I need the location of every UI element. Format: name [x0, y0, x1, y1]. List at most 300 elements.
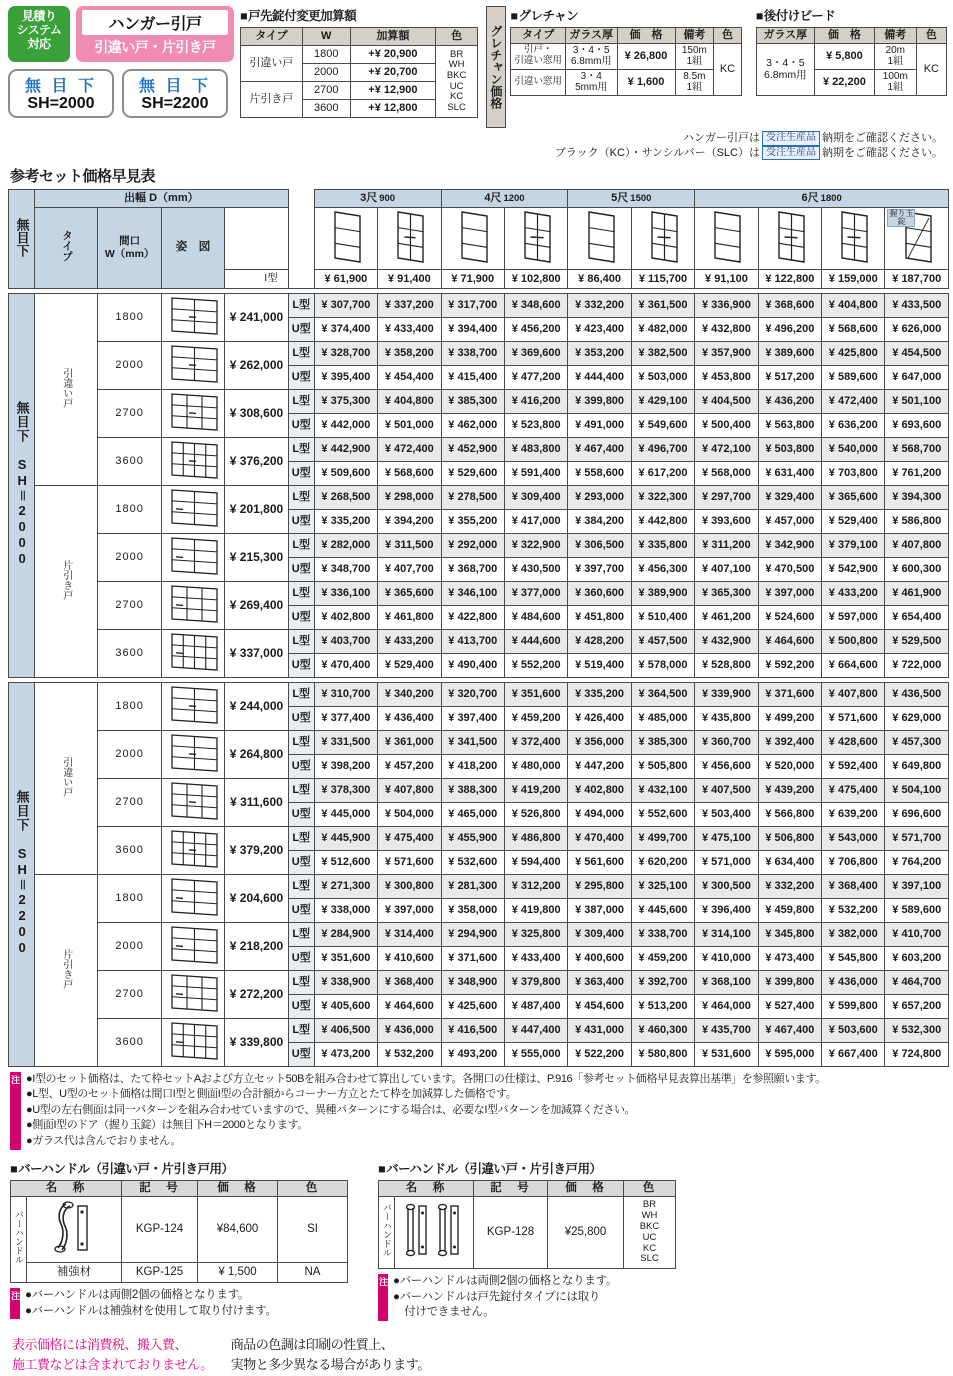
cell-price: ¥ 505,800	[631, 754, 694, 778]
cell-price: ¥ 368,700	[441, 557, 504, 581]
cell-price: ¥ 552,200	[504, 653, 567, 677]
cell-iprice: ¥ 376,200	[225, 437, 288, 485]
cell-price: ¥ 325,100	[631, 874, 694, 898]
color-kc: KC	[642, 1242, 657, 1254]
cell-price: ¥ 484,600	[504, 605, 567, 629]
cell-lu-label: L型	[288, 581, 314, 605]
cell-color: KC	[714, 43, 741, 95]
note-item: ●バーハンドルは両側2個の価格となります。	[25, 1289, 250, 1302]
cell-price: ¥ 444,400	[568, 365, 631, 389]
cell-price: ¥ 419,800	[504, 898, 567, 922]
cell-price: ¥ 445,600	[631, 898, 694, 922]
cell-price: ¥ 392,700	[631, 970, 694, 994]
table-header-row	[11, 1180, 348, 1197]
cell-code: KGP-128	[474, 1197, 548, 1269]
header-top-price-8: ¥ 159,000	[822, 269, 885, 288]
cell-price: ¥ 631,400	[758, 461, 821, 485]
cell-price: ¥ 597,000	[822, 605, 885, 629]
cell-price: ¥ 358,000	[441, 898, 504, 922]
color-bkc: BKC	[446, 69, 467, 81]
cell-price: ¥ 309,400	[504, 485, 567, 509]
th-price: 価 格	[548, 1180, 624, 1197]
cell-figure	[161, 826, 224, 874]
cell-lu-label: U型	[288, 898, 314, 922]
cell-price: ¥ 358,200	[378, 341, 441, 365]
footer-left-line1: 表示価格には消費税、搬入費、	[12, 1336, 188, 1352]
cell-lu-label: U型	[288, 413, 314, 437]
cell-price: ¥ 764,200	[885, 850, 949, 874]
cell-price: ¥ 410,600	[378, 946, 441, 970]
cell-price: ¥ 447,400	[504, 1018, 567, 1042]
cell-price: ¥ 336,900	[695, 293, 758, 317]
cell-price: ¥ 522,200	[568, 1042, 631, 1066]
cell-price: ¥ 394,300	[885, 485, 949, 509]
cell-price: ¥ 532,600	[441, 850, 504, 874]
cell-price: ¥ 467,400	[568, 437, 631, 461]
th-type: タイプ	[511, 28, 566, 44]
cell-maguchi: 1800	[98, 485, 161, 533]
cell-price: ¥ 594,400	[504, 850, 567, 874]
header-top-price-4: ¥ 86,400	[568, 269, 631, 288]
color-kc: KC	[449, 91, 464, 103]
cell-price: ¥ 442,000	[314, 413, 377, 437]
cell-lu-label: L型	[288, 629, 314, 653]
hanger-door-badge	[76, 6, 234, 62]
cell-price: ¥ 433,400	[378, 317, 441, 341]
cell-price: ¥ 292,000	[441, 533, 504, 557]
table-row	[9, 581, 949, 605]
cell-price: ¥ 415,400	[441, 365, 504, 389]
cell-price: ¥ 571,000	[695, 850, 758, 874]
cell-color: SI	[278, 1197, 348, 1263]
cell-type-hikichigai: 引違い戸	[241, 46, 303, 82]
tosaki-table-title: ■ 戸先錠付変更加算額	[240, 6, 478, 24]
cell-iprice: ¥ 262,000	[225, 341, 288, 389]
cell-price: ¥ 494,000	[568, 802, 631, 826]
handle-right-table	[378, 1180, 676, 1270]
cell-price: ¥ 348,600	[504, 293, 567, 317]
table-row	[11, 1197, 348, 1263]
cell-price: ¥ 399,800	[568, 389, 631, 413]
cell-lu-label: L型	[288, 682, 314, 706]
cell-maguchi: 1800	[98, 874, 161, 922]
door-figure-icon	[167, 924, 219, 966]
cell-price: ¥ 543,000	[822, 826, 885, 850]
cell-price: ¥ 340,200	[378, 682, 441, 706]
cell-price: ¥ 417,000	[504, 509, 567, 533]
handle-right-notes	[378, 1274, 698, 1321]
grechan-table	[510, 27, 741, 96]
door-pattern-icon	[709, 208, 743, 266]
cell-thickness: 3・4・5 6.8mm用	[565, 43, 617, 69]
cell-price: ¥ 337,200	[378, 293, 441, 317]
cell-iprice: ¥ 311,600	[225, 778, 288, 826]
header-maguchi: 間口 W（mm）	[98, 207, 161, 288]
door-figure-icon	[167, 583, 219, 625]
cell-price: ¥ 654,400	[885, 605, 949, 629]
cell-price: ¥ 496,200	[758, 317, 821, 341]
made-to-order-badge: 受注生産品	[762, 131, 820, 146]
cell-price: ¥ 410,700	[885, 922, 949, 946]
footer-right-line1: 商品の色調は印刷の性質上、	[230, 1336, 394, 1352]
cell-price: ¥ 493,200	[441, 1042, 504, 1066]
cell-price: ¥ 453,800	[695, 365, 758, 389]
cell-price: ¥ 335,800	[631, 533, 694, 557]
cell-lu-label: U型	[288, 1042, 314, 1066]
grechan-block	[486, 6, 741, 128]
cell-price: ¥ 404,500	[695, 389, 758, 413]
notice-line-2	[6, 146, 943, 161]
cell-figure	[161, 533, 224, 581]
cell-price: ¥ 603,200	[885, 946, 949, 970]
header-group-0: 3尺 900	[314, 189, 441, 207]
cell-lu-label: L型	[288, 1018, 314, 1042]
cell-price: ¥ 529,600	[441, 461, 504, 485]
cell-price: ¥ 353,200	[568, 341, 631, 365]
table-row	[511, 69, 741, 95]
cell-price: ¥ 532,200	[822, 898, 885, 922]
cell-price: ¥ 475,400	[822, 778, 885, 802]
cell-w: 2700	[302, 82, 350, 100]
cell-price: ¥ 335,200	[314, 509, 377, 533]
cell-price: ¥ 528,800	[695, 653, 758, 677]
notice-block	[6, 128, 947, 162]
table-row	[9, 389, 949, 413]
table-header-row	[756, 28, 946, 44]
cell-vertical-label	[11, 1197, 27, 1283]
cell-price: ¥ 407,800	[822, 682, 885, 706]
cell-lu-label: U型	[288, 461, 314, 485]
cell-price: ¥ 282,000	[314, 533, 377, 557]
cell-lu-label: U型	[288, 706, 314, 730]
cell-price: ¥ 510,400	[631, 605, 694, 629]
cell-figure	[161, 970, 224, 1018]
cell-maguchi: 2000	[98, 730, 161, 778]
table-row	[9, 922, 949, 946]
cell-price: ¥ 314,100	[695, 922, 758, 946]
th-color: 色	[714, 28, 741, 44]
cell-price: ¥ 451,800	[568, 605, 631, 629]
cell-price: ¥ 423,400	[568, 317, 631, 341]
table-row	[9, 293, 949, 317]
cell-price: ¥ 346,100	[441, 581, 504, 605]
cell-price: ¥ 397,100	[885, 874, 949, 898]
cell-price: ¥ 387,000	[568, 898, 631, 922]
cell-price: ¥ 281,300	[441, 874, 504, 898]
cell-figure	[161, 778, 224, 826]
cell-price: ¥ 517,200	[758, 365, 821, 389]
bar-handle-icon	[44, 1198, 104, 1256]
cell-iprice: ¥ 264,800	[225, 730, 288, 778]
note-list	[20, 1288, 277, 1319]
cell-price: ¥ 578,000	[631, 653, 694, 677]
cell-price: ¥ 392,400	[758, 730, 821, 754]
cell-maguchi: 3600	[98, 826, 161, 874]
cell-price: ¥ 461,800	[378, 605, 441, 629]
cell-price: ¥ 382,500	[631, 341, 694, 365]
cell-lu-label: U型	[288, 605, 314, 629]
cell-price: ¥ 480,000	[504, 754, 567, 778]
cell-maguchi: 3600	[98, 1018, 161, 1066]
th-name: 名 称	[11, 1180, 122, 1197]
cell-price: ¥ 592,400	[822, 754, 885, 778]
cell-price: ¥ 629,000	[885, 706, 949, 730]
cell-price: ¥ 26,800	[617, 43, 675, 69]
cell-price: ¥ 300,500	[695, 874, 758, 898]
cell-price: ¥ 360,600	[568, 581, 631, 605]
cell-iprice: ¥ 201,800	[225, 485, 288, 533]
door-figure-icon	[167, 535, 219, 577]
cell-price: ¥ 477,200	[504, 365, 567, 389]
note-marker-label: 注	[379, 1277, 389, 1288]
cell-price: ¥ 529,400	[378, 653, 441, 677]
cell-price: ¥ 268,500	[314, 485, 377, 509]
cell-price: ¥ 524,600	[758, 605, 821, 629]
cell-price: ¥ 459,200	[504, 706, 567, 730]
table-row	[9, 826, 949, 850]
sh-badge-2200-label: 無 目 下	[139, 78, 211, 95]
th-code: 記 号	[474, 1180, 548, 1197]
cell-price: ¥ 504,000	[378, 802, 441, 826]
cell-price: ¥ 425,600	[441, 994, 504, 1018]
cell-price: ¥ 464,600	[378, 994, 441, 1018]
cell-price: ¥ 403,700	[314, 629, 377, 653]
cell-price: ¥ 341,500	[441, 730, 504, 754]
cell-price: ¥ 470,400	[568, 826, 631, 850]
header-itype-label: I型	[225, 269, 288, 288]
cell-maguchi: 3600	[98, 437, 161, 485]
cell-price: ¥ 397,700	[568, 557, 631, 581]
cell-price: ¥ 503,000	[631, 365, 694, 389]
cell-price: ¥ 647,000	[885, 365, 949, 389]
cell-price: ¥ 413,700	[441, 629, 504, 653]
cell-price: ¥ 475,100	[695, 826, 758, 850]
note-item: ●I型のセット価格は、たて枠セットAおよび方立セット50Bを組み合わせて算出しています。各開口の仕様は、P.916「参考セット価格早見表算出基準」を参照願います。	[26, 1072, 826, 1085]
reference-set-price-table	[8, 189, 949, 1067]
cell-price: ¥ 394,400	[441, 317, 504, 341]
cell-price: ¥ 355,200	[441, 509, 504, 533]
cell-price: ¥ 298,000	[378, 485, 441, 509]
cell-price: ¥ 549,600	[631, 413, 694, 437]
cell-lu-label: L型	[288, 778, 314, 802]
cell-lu-label: L型	[288, 730, 314, 754]
cell-w: 2000	[302, 64, 350, 82]
cell-price: ¥ 331,500	[314, 730, 377, 754]
cell-price: ¥ 397,000	[758, 581, 821, 605]
th-thickness: ガラス厚	[565, 28, 617, 44]
footer-left-line2: 施工費などは含まれておりません。	[12, 1356, 213, 1372]
door-pattern-icon	[519, 208, 553, 266]
cell-price: ¥ 435,800	[695, 706, 758, 730]
cell-price: ¥ 407,800	[885, 533, 949, 557]
cell-price: ¥ 388,300	[441, 778, 504, 802]
cell-iprice: ¥ 244,000	[225, 682, 288, 730]
cell-price: ¥ 456,300	[631, 557, 694, 581]
cell-price: ¥ 436,200	[758, 389, 821, 413]
cell-price: ¥ 722,000	[885, 653, 949, 677]
header-top-price-2: ¥ 71,900	[441, 269, 504, 288]
note-item: 付けできません。	[393, 1306, 495, 1319]
cell-note: 8.5m 1組	[675, 69, 714, 95]
table-row	[241, 46, 478, 64]
cell-price: ¥ 457,500	[631, 629, 694, 653]
cell-price: ¥ 384,200	[568, 509, 631, 533]
cell-price: ¥ 571,600	[822, 706, 885, 730]
cell-iprice: ¥ 272,200	[225, 970, 288, 1018]
cell-price: ¥ 404,800	[378, 389, 441, 413]
cell-price: ¥ 499,700	[631, 826, 694, 850]
cell-price: ¥ 379,800	[504, 970, 567, 994]
cell-type: 引違い窓用	[511, 69, 566, 95]
cell-price: ¥ 422,800	[441, 605, 504, 629]
cell-price: ¥ 432,800	[695, 317, 758, 341]
cell-price: ¥ 472,100	[695, 437, 758, 461]
cell-price: ¥ 696,600	[885, 802, 949, 826]
cell-figure	[161, 293, 224, 341]
cell-price: ¥ 312,200	[504, 874, 567, 898]
cell-amount: +¥ 20,700	[350, 64, 436, 82]
color-bkc: BKC	[639, 1221, 660, 1232]
cell-iprice: ¥ 337,000	[225, 629, 288, 677]
door-figure-icon	[167, 684, 219, 726]
cell-maguchi: 2700	[98, 970, 161, 1018]
cell-price: ¥ 500,800	[822, 629, 885, 653]
cell-figure	[161, 389, 224, 437]
cell-price: ¥ 512,600	[314, 850, 377, 874]
header-pattern-figure-8	[822, 207, 885, 269]
cell-price: ¥ 501,000	[378, 413, 441, 437]
cell-price: ¥ 428,200	[568, 629, 631, 653]
door-figure-icon	[167, 391, 219, 433]
cell-price: ¥ 311,200	[695, 533, 758, 557]
door-figure-icon	[167, 295, 219, 337]
cell-price: ¥ 639,200	[822, 802, 885, 826]
cell-price: ¥ 439,200	[758, 778, 821, 802]
cell-lu-label: U型	[288, 850, 314, 874]
cell-price: ¥ 322,300	[631, 485, 694, 509]
cell-figure	[161, 1018, 224, 1066]
cell-price: ¥ 454,500	[885, 341, 949, 365]
badge-green-line3: 対応	[27, 37, 51, 52]
cell-price: ¥ 432,900	[695, 629, 758, 653]
cell-price: ¥ 432,100	[631, 778, 694, 802]
cell-price: ¥ 761,200	[885, 461, 949, 485]
cell-price: ¥ 487,400	[504, 994, 567, 1018]
cell-lu-label: L型	[288, 437, 314, 461]
section-label-0: 無目下 SH＝2000	[9, 293, 35, 677]
table-row	[9, 629, 949, 653]
cell-price: ¥ 307,700	[314, 293, 377, 317]
cell-figure	[161, 730, 224, 778]
cell-price: ¥ 364,500	[631, 682, 694, 706]
cell-price: ¥ 365,600	[822, 485, 885, 509]
door-figure-icon	[167, 1020, 219, 1062]
cell-price: ¥ 591,400	[504, 461, 567, 485]
cell-price: ¥ 379,100	[822, 533, 885, 557]
cell-price: ¥ 461,200	[695, 605, 758, 629]
cell-price: ¥ 329,400	[758, 485, 821, 509]
th-color: 色	[624, 1180, 676, 1197]
cell-code: KGP-125	[122, 1263, 198, 1283]
cell-price: ¥ 363,400	[568, 970, 631, 994]
cell-price: ¥84,600	[198, 1197, 278, 1263]
cell-price: ¥ 634,400	[758, 850, 821, 874]
cell-price: ¥ 442,800	[631, 509, 694, 533]
handle-left-block	[10, 1159, 358, 1321]
cell-price: ¥ 472,400	[378, 437, 441, 461]
cell-price: ¥ 519,400	[568, 653, 631, 677]
cell-figure	[161, 629, 224, 677]
header-top-price-6: ¥ 91,100	[695, 269, 758, 288]
cell-price: ¥ 464,600	[758, 629, 821, 653]
cell-price: ¥ 295,800	[568, 874, 631, 898]
cell-w: 3600	[302, 100, 350, 118]
cell-price: ¥ 724,800	[885, 1042, 949, 1066]
cell-price: ¥ 527,400	[758, 994, 821, 1018]
door-figure-icon	[167, 876, 219, 918]
cell-price: ¥ 473,400	[758, 946, 821, 970]
cell-price: ¥ 332,200	[568, 293, 631, 317]
th-color: 色	[916, 28, 946, 44]
cell-price: ¥ 399,800	[758, 970, 821, 994]
cell-price: ¥ 377,400	[314, 706, 377, 730]
cell-price: ¥ 542,900	[822, 557, 885, 581]
badge-pink-subtitle: 引違い戸・片引き戸	[94, 39, 216, 55]
table-row	[9, 437, 949, 461]
cell-price: ¥ 416,500	[441, 1018, 504, 1042]
cell-maguchi: 1800	[98, 682, 161, 730]
cell-price: ¥ 568,600	[822, 317, 885, 341]
handle-right-title: ■ バーハンドル（引違い戸・片引き戸用）	[378, 1159, 698, 1177]
note-item: ●ガラス代は含んでおりません。	[26, 1135, 181, 1148]
cell-price: ¥ 529,500	[885, 629, 949, 653]
cell-price: ¥ 464,000	[695, 994, 758, 1018]
bead-table	[756, 27, 947, 96]
header-pattern-figure-4	[568, 207, 631, 269]
cell-price: ¥ 374,400	[314, 317, 377, 341]
cell-price: ¥ 445,000	[314, 802, 377, 826]
cell-price: ¥ 454,600	[568, 994, 631, 1018]
note-item: ●バーハンドルは両側2個の価格となります。	[393, 1275, 618, 1288]
cell-lu-label: U型	[288, 946, 314, 970]
header-group-3: 6尺 1800	[695, 189, 949, 207]
cell-price: ¥ 526,800	[504, 802, 567, 826]
color-slc: SLC	[640, 1253, 659, 1265]
cell-iprice: ¥ 241,000	[225, 293, 288, 341]
cell-price: ¥ 284,900	[314, 922, 377, 946]
grechan-title: ■ グレチャン	[510, 6, 741, 24]
made-to-order-badge: 受注生産品	[762, 146, 820, 161]
table-row	[9, 970, 949, 994]
cell-price: ¥ 407,500	[695, 778, 758, 802]
cell-price: ¥ 382,000	[822, 922, 885, 946]
cell-price: ¥ 568,700	[885, 437, 949, 461]
cell-price: ¥ 361,000	[378, 730, 441, 754]
cell-price: ¥ 566,800	[758, 802, 821, 826]
header-pattern-figure-5	[631, 207, 694, 269]
cell-price: ¥ 397,000	[378, 898, 441, 922]
notes-section	[10, 1072, 943, 1150]
cell-price: ¥ 360,700	[695, 730, 758, 754]
cell-lu-label: U型	[288, 754, 314, 778]
sh-badge-2000-value: SH=2000	[27, 95, 95, 112]
cell-price: ¥ 320,700	[441, 682, 504, 706]
cell-price: ¥ 568,600	[378, 461, 441, 485]
cell-price: ¥ 459,200	[631, 946, 694, 970]
cell-code: KGP-124	[122, 1197, 198, 1263]
th-w: W	[302, 28, 350, 46]
cell-price: ¥ 455,900	[441, 826, 504, 850]
